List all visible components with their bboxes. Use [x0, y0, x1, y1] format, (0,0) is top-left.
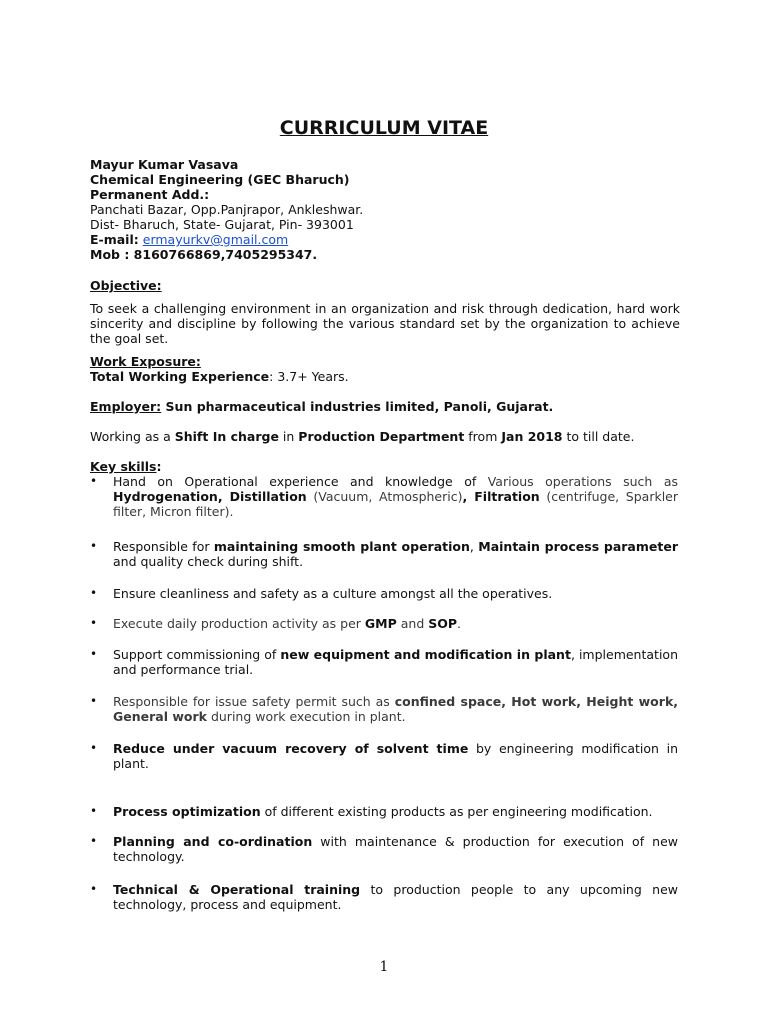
- skill-text: by engineering modification in plant.: [113, 741, 678, 771]
- bullet-icon: •: [90, 834, 98, 848]
- role-text: Working as a: [90, 429, 175, 444]
- address-line-2: Dist- Bharuch, State- Gujarat, Pin- 393001: [90, 217, 354, 232]
- experience-label: Total Working Experience: [90, 369, 270, 384]
- skill-text: (centrifuge, Sparkler filter, Micron filter).: [113, 489, 679, 519]
- email-link[interactable]: ermayurkv@gmail.com: [142, 232, 289, 247]
- email-label: E-mail:: [90, 232, 139, 247]
- skill-text: Responsible for issue safety permit such as: [113, 694, 395, 709]
- skill-text: Execute daily production activity as per: [113, 616, 365, 631]
- employer-line: [90, 399, 680, 414]
- role-start-date: Jan 2018: [501, 429, 563, 444]
- skill-emphasis: Hydrogenation, Distillation: [113, 489, 307, 504]
- role-title: Shift In charge: [174, 429, 279, 444]
- address-label: Permanent Add.:: [90, 187, 210, 202]
- skill-emphasis: new equipment and modification in plant: [280, 647, 571, 662]
- skill-text: and: [396, 616, 429, 631]
- skill-text: Various operations such as: [487, 474, 678, 489]
- objective-text: To seek a challenging environment in an organization and risk through dedication, hard work sincerity and discipline by following the various standard set by the organization to achieve the goal set.: [90, 301, 680, 346]
- skill-emphasis: Process optimization: [113, 804, 261, 819]
- bullet-icon: •: [90, 616, 98, 630]
- skill-emphasis: Maintain process parameter: [478, 539, 678, 554]
- skill-text: , implementation and performance trial.: [113, 647, 678, 677]
- role-text: in: [278, 429, 299, 444]
- skill-emphasis: Reduce under vacuum recovery of solvent time: [113, 741, 469, 756]
- mobile-number: Mob : 8160766869,7405295347.: [90, 247, 318, 262]
- bullet-icon: •: [90, 741, 98, 755]
- candidate-name: Mayur Kumar Vasava: [90, 157, 239, 172]
- skill-text: of different existing products as per engineering modification.: [260, 804, 653, 819]
- role-line: [90, 429, 680, 444]
- address-line-1: Panchati Bazar, Opp.Panjrapor, Ankleshwar.: [90, 202, 364, 217]
- skill-text: during work execution in plant.: [206, 709, 406, 724]
- skill-text: Support commissioning of: [113, 647, 281, 662]
- skill-emphasis: GMP: [364, 616, 397, 631]
- key-skills-colon: :: [156, 459, 162, 474]
- page-number: 1: [379, 959, 389, 975]
- key-skills-heading: [90, 459, 680, 474]
- skill-text: (Vacuum, Atmospheric): [306, 489, 463, 504]
- work-exposure: [90, 354, 680, 384]
- skill-text: Ensure cleanliness and safety as a culture amongst all the operatives.: [113, 586, 553, 601]
- skill-text: Hand on Operational experience and knowledge of: [113, 474, 488, 489]
- employer-value: Sun pharmaceutical industries limited, Panoli, Gujarat.: [161, 399, 554, 414]
- email-row: [90, 232, 680, 247]
- objective-heading: Objective:: [90, 278, 162, 293]
- document-title: CURRICULUM VITAE: [279, 117, 489, 139]
- skill-emphasis: SOP: [428, 616, 458, 631]
- skill-emphasis: Planning and co-ordination: [113, 834, 313, 849]
- skill-emphasis: Technical & Operational training: [113, 882, 361, 897]
- bullet-icon: •: [90, 694, 98, 708]
- skill-text: ,: [469, 539, 479, 554]
- bullet-icon: •: [90, 586, 98, 600]
- skill-text: .: [457, 616, 462, 631]
- role-text: to till date.: [562, 429, 635, 444]
- role-text: from: [464, 429, 502, 444]
- skill-text: to production people to any upcoming new technology, process and equipment.: [113, 882, 678, 912]
- skill-text: Responsible for: [113, 539, 214, 554]
- employer-label: Employer:: [90, 399, 162, 414]
- degree: Chemical Engineering (GEC Bharuch): [90, 172, 350, 187]
- contact-block: [90, 157, 680, 262]
- work-exposure-heading: Work Exposure:: [90, 354, 201, 369]
- experience-value: : 3.7+ Years.: [269, 369, 349, 384]
- role-department: Production Department: [298, 429, 465, 444]
- skill-text: with maintenance & production for execution of new technology.: [113, 834, 678, 864]
- bullet-icon: •: [90, 804, 98, 818]
- bullet-icon: •: [90, 647, 98, 661]
- key-skills-title: Key skills: [90, 459, 157, 474]
- bullet-icon: •: [90, 539, 98, 553]
- skill-emphasis: maintaining smooth plant operation: [213, 539, 470, 554]
- skill-emphasis: confined space, Hot work, Height work, General work: [113, 694, 678, 724]
- bullet-icon: •: [90, 474, 98, 488]
- skill-text: and quality check during shift.: [113, 554, 304, 569]
- skill-emphasis: , Filtration: [462, 489, 540, 504]
- bullet-icon: •: [90, 882, 98, 896]
- total-experience: [90, 369, 680, 384]
